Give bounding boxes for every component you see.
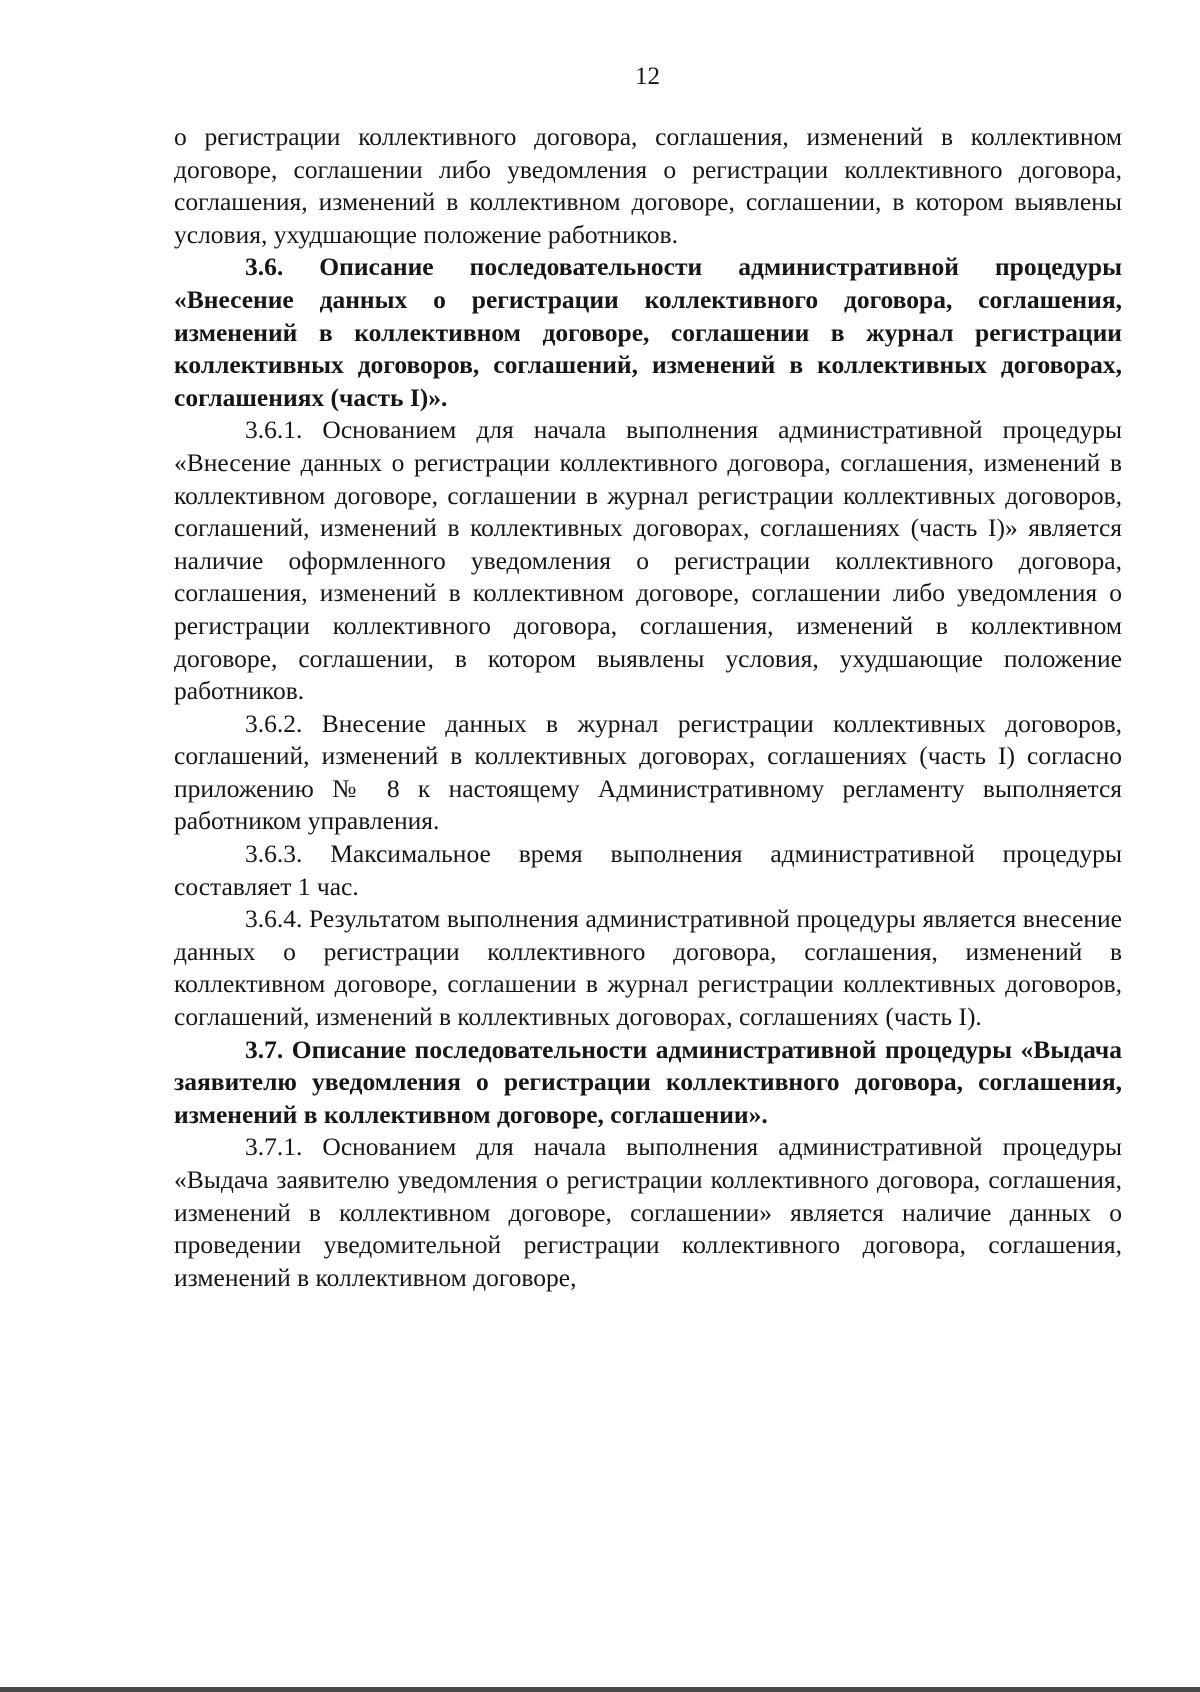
paragraph-3-6-3: 3.6.3. Максимальное время выполнения административной процедуры составляет 1 час. <box>174 839 1122 901</box>
paragraph-3-6-2: 3.6.2. Внесение данных в журнал регистрации коллективных договоров, соглашений, изменений в коллективных договорах, соглашениях (часть I) согласно приложению № 8 к настоящему Административному регламенту выполняется работником управления. <box>174 708 1122 836</box>
scan-edge-line <box>0 1687 1200 1692</box>
paragraph-continuation: о регистрации коллективного договора, соглашения, изменений в коллективном договоре, соглашении либо уведомления о регистрации коллективного договора, соглашения, изменений в коллективном договоре, соглашении, в котором выявлены условия, ухудшающие положение работников. <box>174 122 1122 249</box>
paragraph-3-7-1: 3.7.1. Основанием для начала выполнения административной процедуры «Выдача заявителю уведомления о регистрации коллективного договора, соглашения, изменений в коллективном договоре, соглашении» является наличие данных о проведении уведомительной регистрации коллективного договора, соглашения, изменений в коллективном договоре, <box>174 1132 1122 1292</box>
page-number: 12 <box>635 63 660 90</box>
paragraph-3-6-1: 3.6.1. Основанием для начала выполнения административной процедуры «Внесение данных о регистрации коллективного договора, соглашения, изменений в коллективном договоре, соглашении в журнал регистрации коллективных договоров, соглашений, изменений в коллективных договорах, соглашениях (часть I)» является наличие оформленного уведомления о регистрации коллективного договора, соглашения, изменений в коллективном договоре, соглашении либо уведомления о регистрации коллективного договора, соглашения, изменений в коллективном договоре, соглашении, в котором выявлены условия, ухудшающие положение работников. <box>174 415 1122 706</box>
paragraph-3-6-4: 3.6.4. Результатом выполнения административной процедуры является внесение данных о регистрации коллективного договора, соглашения, изменений в коллективном договоре, соглашении в журнал регистрации коллективных договоров, соглашений, изменений в коллективных договорах, соглашениях (часть I). <box>174 904 1122 1032</box>
section-heading-3-6: 3.6. Описание последовательности административной процедуры «Внесение данных о регистрации коллективного договора, соглашения, изменений в коллективном договоре, соглашении в журнал регистрации коллективных договоров, соглашений, изменений в коллективных договорах, соглашениях (часть I)». <box>174 252 1122 412</box>
document-body <box>174 121 1122 1294</box>
section-heading-3-7: 3.7. Описание последовательности административной процедуры «Выдача заявителю уведомления о регистрации коллективного договора, соглашения, изменений в коллективном договоре, соглашении». <box>174 1034 1122 1129</box>
